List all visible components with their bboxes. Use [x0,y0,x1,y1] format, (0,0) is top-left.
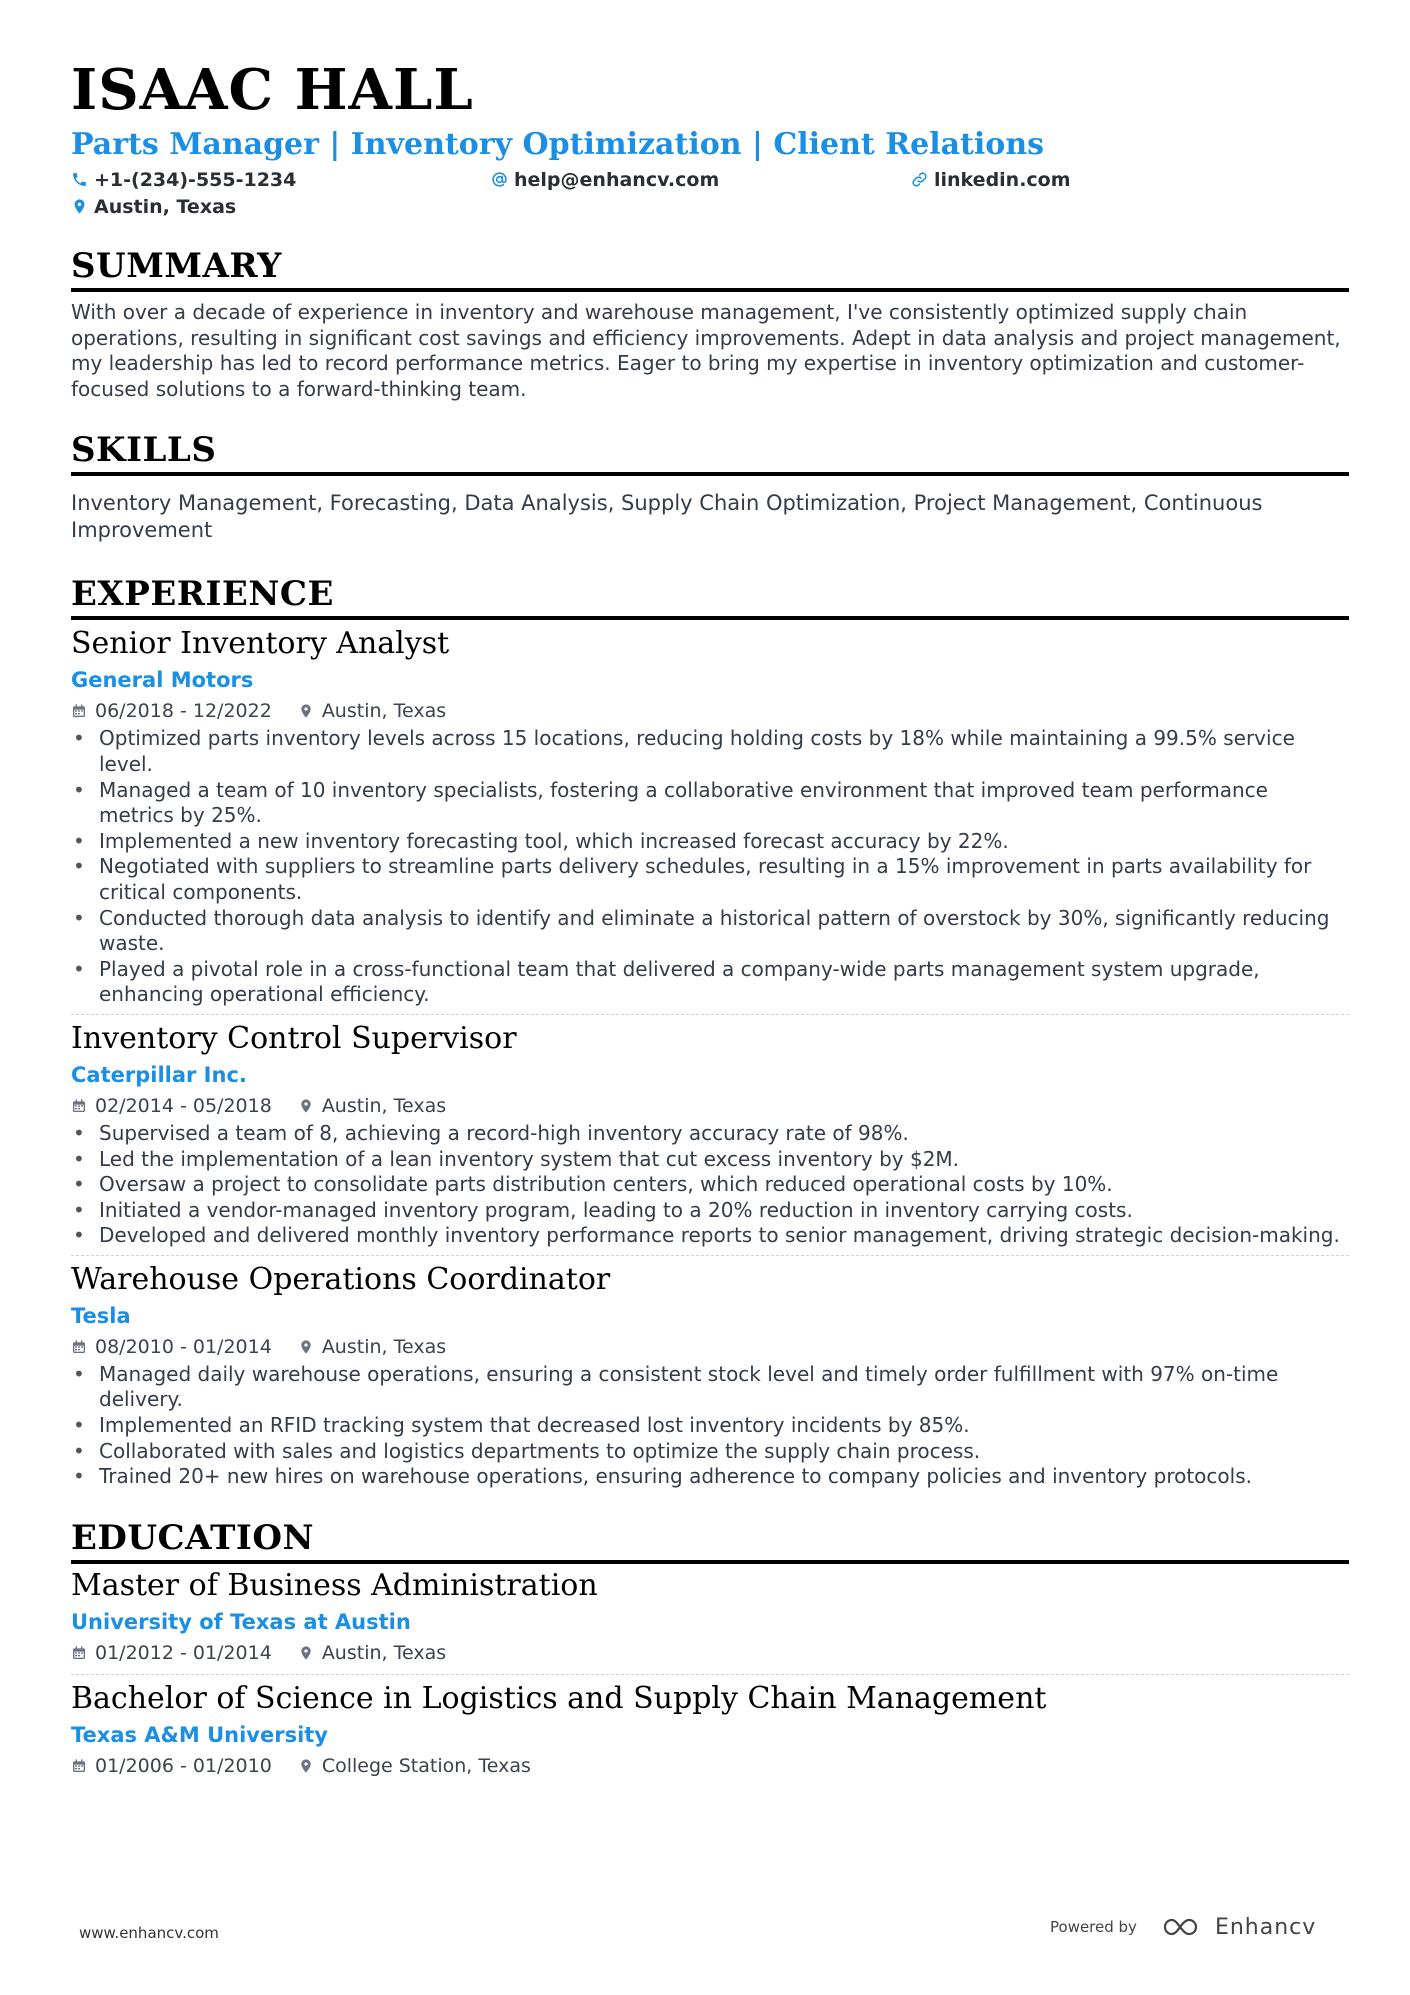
location-text: Austin, Texas [321,1641,447,1664]
brand-name: Enhancv [1214,1914,1317,1940]
degree-title: Bachelor of Science in Logistics and Supply Chain Management [71,1680,1047,1716]
bullet-item: • Collaborated with sales and logistics departments to optimize the supply chain process. [71,1439,1349,1465]
skills-text: Inventory Management, Forecasting, Data Analysis, Supply Chain Optimization, Project Management, Continuous Improvement [71,491,1263,543]
education-entry [71,1674,1349,1787]
contact-row-location [71,193,1349,220]
footer-branding[interactable] [1050,1914,1316,1940]
phone-icon [71,171,88,188]
education-dates [71,1638,272,1668]
contact-linkedin[interactable] [911,169,1071,191]
bullet-item: • Conducted thorough data analysis to identify and eliminate a historical pattern of overstock by 30%, significantly reducing waste. [71,906,1349,957]
location-pin-icon [298,1098,314,1114]
experience-title: EXPERIENCE [71,574,1349,620]
company-name: Tesla [71,1303,131,1328]
summary-section [71,246,1349,402]
dates-text: 08/2010 - 01/2014 [95,1335,272,1358]
job-dates [71,1332,272,1362]
company-name: General Motors [71,668,254,693]
contact-email[interactable] [491,169,911,191]
education-location [298,1638,446,1668]
education-location [298,1751,531,1781]
contact-phone [71,169,491,191]
job-dates [71,696,272,726]
bullet-item: • Negotiated with suppliers to streamline parts delivery schedules, resulting in a 15% improvement in parts availability for critical components. [71,854,1349,905]
education-title: EDUCATION [71,1518,1349,1564]
location-pin-icon [71,198,88,215]
at-icon [491,171,508,188]
job-meta [71,1091,1349,1121]
summary-text: With over a decade of experience in inventory and warehouse management, I've consistently optimized supply chain operations, resulting in significant cost savings and efficiency improvements. Adept in data analysis and project management, my leadership has led to record performance metrics. Eager to bring my expertise in inventory optimization and customer-focused solutions to a forward-thinking team. [71,300,1341,401]
bullet-item: • Trained 20+ new hires on warehouse operations, ensuring adherence to company policies and inventory protocols. [71,1464,1349,1490]
candidate-name: ISAAC HALL [71,57,474,123]
enhancv-logo-icon [1161,1914,1205,1940]
job-dates [71,1091,272,1121]
job-title: Warehouse Operations Coordinator [71,1261,611,1297]
education-entry [71,1566,1349,1674]
job-meta [71,696,1349,726]
bullet-item: • Oversaw a project to consolidate parts distribution centers, which reduced operational costs by 10%. [71,1172,1349,1198]
location-pin-icon [298,1339,314,1355]
location-pin-icon [298,1758,314,1774]
job-meta [71,1332,1349,1362]
resume-page [71,58,1349,1787]
experience-entry [71,1255,1349,1496]
location-pin-icon [298,1645,314,1661]
location-text: Austin, Texas [321,700,447,723]
education-meta [71,1751,1349,1781]
bullet-item: • Managed a team of 10 inventory specialists, fostering a collaborative environment that improved team performance metrics by 25%. [71,778,1349,829]
job-title: Senior Inventory Analyst [71,626,450,662]
dates-text: 02/2014 - 05/2018 [95,1094,272,1117]
bullet-item: • Optimized parts inventory levels across 15 locations, reducing holding costs by 18% while maintaining a 99.5% service level. [71,726,1349,777]
bullet-item: • Supervised a team of 8, achieving a record-high inventory accuracy rate of 98%. [71,1121,1349,1147]
education-meta [71,1638,1349,1668]
job-bullets [71,1362,1349,1490]
location-text: Austin, Texas [321,1335,447,1358]
job-location [298,1332,446,1362]
company-name: Caterpillar Inc. [71,1062,247,1087]
job-bullets [71,1121,1349,1249]
school-name: University of Texas at Austin [71,1609,411,1634]
powered-by-text: Powered by [1050,1918,1137,1936]
email-text: help@enhancv.com [514,168,720,191]
calendar-icon [71,1645,87,1661]
calendar-icon [71,1339,87,1355]
calendar-icon [71,1098,87,1114]
bullet-item: • Played a pivotal role in a cross-functional team that delivered a company-wide parts management system upgrade, enhancing operational efficiency. [71,957,1349,1008]
school-name: Texas A&M University [71,1722,328,1747]
location-pin-icon [298,703,314,719]
dates-text: 01/2012 - 01/2014 [95,1641,272,1664]
resume-header [71,58,1349,220]
experience-entry [71,624,1349,1014]
candidate-headline: Parts Manager | Inventory Optimization | Client Relations [71,127,1045,162]
education-dates [71,1751,272,1781]
location-text: College Station, Texas [321,1754,531,1777]
location-text: Austin, Texas [321,1094,447,1117]
job-location [298,1091,446,1121]
calendar-icon [71,1758,87,1774]
link-icon [911,171,928,188]
contact-location [71,196,236,218]
bullet-item: • Implemented an RFID tracking system that decreased lost inventory incidents by 85%. [71,1413,1349,1439]
phone-text: +1-(234)-555-1234 [94,168,297,191]
job-bullets [71,726,1349,1008]
job-title: Inventory Control Supervisor [71,1020,517,1056]
job-location [298,696,446,726]
linkedin-text: linkedin.com [934,168,1071,191]
bullet-item: • Initiated a vendor-managed inventory program, leading to a 20% reduction in inventory carrying costs. [71,1198,1349,1224]
experience-entry [71,1014,1349,1255]
bullet-item: • Implemented a new inventory forecasting tool, which increased forecast accuracy by 22%. [71,829,1349,855]
summary-title: SUMMARY [71,246,1349,292]
skills-title: SKILLS [71,430,1349,476]
dates-text: 01/2006 - 01/2010 [95,1754,272,1777]
calendar-icon [71,703,87,719]
footer-website[interactable]: www.enhancv.com [79,1924,219,1942]
contact-row [71,166,1349,193]
bullet-item: • Managed daily warehouse operations, ensuring a consistent stock level and timely order fulfillment with 97% on-time delivery. [71,1362,1349,1413]
dates-text: 06/2018 - 12/2022 [95,700,272,723]
education-section [71,1518,1349,1787]
experience-section [71,574,1349,1495]
bullet-item: • Led the implementation of a lean inventory system that cut excess inventory by $2M. [71,1147,1349,1173]
bullet-item: • Developed and delivered monthly inventory performance reports to senior management, driving strategic decision-making. [71,1223,1349,1249]
skills-section [71,430,1349,544]
degree-title: Master of Business Administration [71,1567,598,1603]
location-text: Austin, Texas [94,195,237,218]
